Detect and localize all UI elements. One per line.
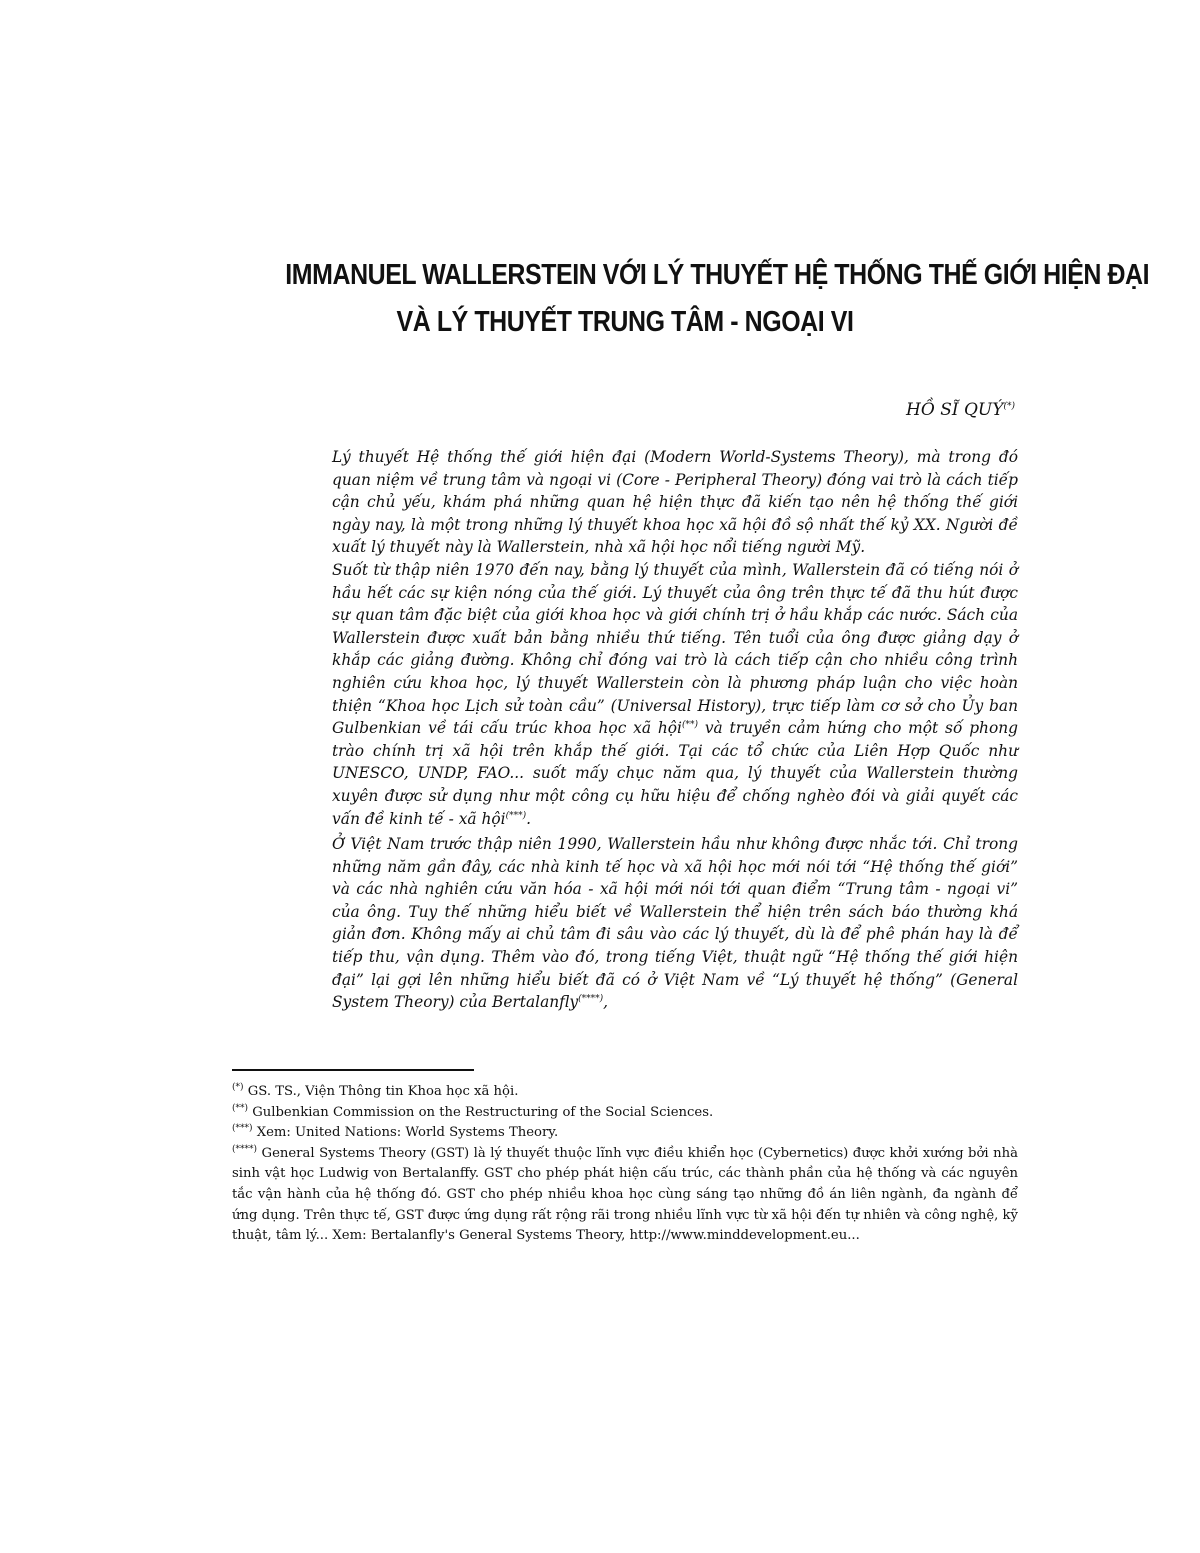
footnote-ref-3[interactable]: (***) <box>505 810 527 821</box>
footnote-4-mark: (****) <box>232 1144 258 1155</box>
footnote-ref-4[interactable]: (****) <box>578 994 604 1005</box>
footnote-3-text: Xem: United Nations: World Systems Theory. <box>252 1125 559 1141</box>
abstract-body <box>332 446 1018 1014</box>
footnote-2-mark: (**) <box>232 1103 249 1114</box>
footnote-divider <box>232 1069 474 1071</box>
footnote-1 <box>232 1082 1018 1103</box>
paragraph-3 <box>332 833 1018 1014</box>
article-title <box>285 252 1150 346</box>
footnote-3-mark: (***) <box>232 1123 253 1134</box>
paragraph-1: Lý thuyết Hệ thống thế giới hiện đại (Modern World-Systems Theory), mà trong đó quan niệm về trung tâm và ngoại vi (Core - Peripheral Theory) đóng vai trò là cách tiếp cận chủ yếu, khám phá những quan hệ hiện thực đã kiến tạo nên hệ thống thế giới ngày nay, là một trong những lý thuyết khoa học xã hội đồ sộ nhất thế kỷ XX. Người đề xuất lý thuyết này là Wallerstein, nhà xã hội học nổi tiếng người Mỹ. <box>332 448 1018 557</box>
footnote-2 <box>232 1103 1018 1124</box>
paragraph-2-text-a: Suốt từ thập niên 1970 đến nay, bằng lý thuyết của mình, Wallerstein đã có tiếng nói ở hầu hết các sự kiện nóng của thế giới. Lý thuyết của ông trên thực tế đã thu hút được sự quan tâm đặc biệt của giới khoa học và giới chính trị ở hầu khắp các nước. Sách của Wallerstein được xuất bản bằng nhiều thứ tiếng. Tên tuổi của ông được giảng dạy ở khắp các giảng đường. Không chỉ đóng vai trò là cách tiếp cận cho nhiều công trình nghiên cứu khoa học, lý thuyết Wallerstein còn là phương pháp luận cho việc hoàn thiện “Khoa học Lịch sử toàn cầu” (Universal History), trực tiếp làm cơ sở cho Ủy ban Gulbenkian về tái cấu trúc khoa học xã hội <box>332 560 1018 738</box>
footnote-4-text: General Systems Theory (GST) là lý thuyết thuộc lĩnh vực điều khiển học (Cybernetics) được khởi xướng bởi nhà sinh vật học Ludwig von Bertalanffy. GST cho phép phát hiện cấu trúc, các thành phần của hệ thống và các nguyên tắc vận hành của hệ thống đó. GST cho phép nhiều khoa học cùng sáng tạo những đồ án liên ngành, đa ngành để ứng dụng. Trên thực tế, GST được ứng dụng rất rộng rãi trong nhiều lĩnh vực từ xã hội đến tự nhiên và công nghệ, kỹ thuật, tâm lý... Xem: Bertalanfly's General Systems Theory, http://www.minddevelopment.eu... <box>232 1145 1018 1244</box>
paragraph-3-text-b: , <box>603 993 609 1012</box>
author-name: HỒ SĨ QUÝ <box>906 400 1004 420</box>
footnote-2-text: Gulbenkian Commission on the Restructuring of the Social Sciences. <box>248 1104 714 1120</box>
author-byline <box>906 400 1015 420</box>
paragraph-2 <box>332 559 1018 830</box>
footnote-4 <box>232 1144 1018 1247</box>
footnote-1-mark: (*) <box>232 1082 244 1093</box>
article-title-line-1: IMMANUEL WALLERSTEIN VỚI LÝ THUYẾT HỆ THỐNG THẾ GIỚI HIỆN ĐẠI <box>285 259 1150 291</box>
footnote-3 <box>232 1123 1018 1144</box>
footnote-1-text: GS. TS., Viện Thông tin Khoa học xã hội. <box>243 1084 519 1099</box>
paragraph-3-text-a: Ở Việt Nam trước thập niên 1990, Wallerstein hầu như không được nhắc tới. Chỉ trong những năm gần đây, các nhà kinh tế học và xã hội học mới nói tới “Hệ thống thế giới” và các nhà nghiên cứu văn hóa - xã hội mới nói tới quan điểm “Trung tâm - ngoại vi” của ông. Tuy thế những hiểu biết về Wallerstein thể hiện trên sách báo thường khá giản đơn. Không mấy ai chủ tâm đi sâu vào các lý thuyết, dù là để phê phán hay là để tiếp thu, vận dụng. Thêm vào đó, trong tiếng Việt, thuật ngữ “Hệ thống thế giới hiện đại” lại gợi lên những hiểu biết đã có ở Việt Nam về “Lý thuyết hệ thống” (General System Theory) của Bertalanfly <box>332 835 1018 1012</box>
footnote-ref-2[interactable]: (**) <box>681 720 698 730</box>
author-footnote-mark[interactable]: (*) <box>1003 401 1015 412</box>
footnotes <box>232 1082 1018 1247</box>
paragraph-2-text-c: . <box>526 809 532 828</box>
article-title-line-2: VÀ LÝ THUYẾT TRUNG TÂM - NGOẠI VI <box>396 306 854 338</box>
paragraph-2-text-b: và truyền cảm hứng cho một số phong trào chính trị xã hội trên khắp thế giới. Tại các tổ chức của Liên Hợp Quốc như UNESCO, UNDP, FAO... suốt mấy chục năm qua, lý thuyết của Wallerstein thường xuyên được sử dụng như một công cụ hữu hiệu để chống nghèo đói và giải quyết các vấn đề kinh tế - xã hội <box>332 719 1018 828</box>
